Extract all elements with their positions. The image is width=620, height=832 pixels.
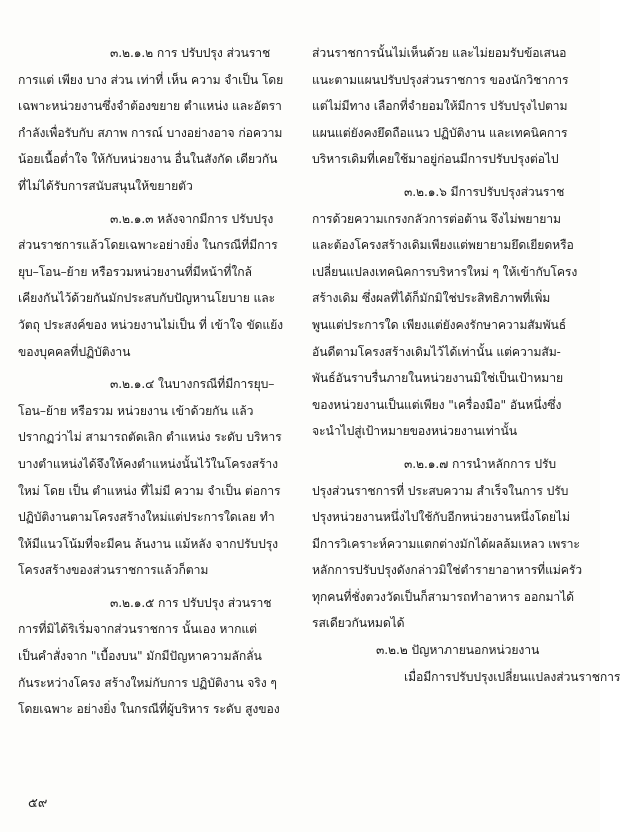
- text-line: โดยเฉพาะ อย่างยิ่ง ในกรณีที่ผู้บริหาร ระดับ สูงของ: [18, 702, 280, 717]
- text-line: มีการวิเคราะห์ความแตกต่างมักได้ผลล้มเหลว เพราะ: [312, 536, 580, 551]
- text-line: โครงสร้างของส่วนราชการแล้วก็ตาม: [18, 563, 209, 578]
- text-line: อันดีตามโครงสร้างเดิมไว้ได้เท่านั้น แต่ความสัม-: [312, 344, 561, 359]
- text-line: แผนแต่ยังคงยึดถือแนว ปฏิบัติงาน และเทคนิคการ: [312, 125, 568, 140]
- text-line: เฉพาะหน่วยงานซึ่งจำต้องขยาย ตำแหน่ง และอัตรา: [18, 99, 282, 114]
- text-line: ส่วนราชการแล้วโดยเฉพาะอย่างยิ่ง ในกรณีที่มีการ: [18, 238, 278, 253]
- text-line: โอน–ย้าย หรือรวม หน่วยงาน เข้าด้วยกัน แล้ว: [18, 403, 254, 418]
- text-line: บริหารเดิมที่เคยใช้มาอยู่ก่อนมีการปรับปรุงต่อไป: [312, 152, 559, 167]
- paragraph-3-2-1-7: [312, 451, 583, 637]
- text-line: เปลี่ยนแปลงเทคนิคการบริหารใหม่ ๆ ให้เข้ากับโครง: [312, 264, 578, 279]
- page-number: ๕๙: [28, 796, 48, 811]
- text-line: ให้มีแนวโน้มที่จะมีคน ล้นงาน แม้หลัง จากปรับปรุง: [18, 536, 279, 551]
- text-line: บางตำแหน่งได้จึงให้คงตำแหน่งนั้นไว้ในโครงสร้าง: [18, 456, 279, 471]
- text-line: เคียงกันไว้ด้วยกันมักประสบกับปัญหานโยบาย และ: [18, 291, 276, 306]
- text-line: จะนำไปสู่เป้าหมายของหน่วยงานเท่านั้น: [312, 424, 517, 439]
- left-column: [18, 40, 286, 723]
- text-line: ๓.๒.๑.๒ การ ปรับปรุง ส่วนราช: [110, 46, 271, 60]
- text-line: สร้างเดิม ซึ่งผลที่ได้ก็มักมิใช่ประสิทธิภาพที่เพิ่ม: [312, 291, 551, 306]
- text-line: ๓.๒.๑.๕ การ ปรับปรุง ส่วนราช: [110, 595, 272, 610]
- section-3-2-2: [312, 637, 620, 690]
- text-line: และต้องโครงสร้างเดิมเพียงแต่พยายามยึดเยียดหรือ: [312, 238, 574, 253]
- section-heading: ๓.๒.๒ ปัญหาภายนอกหน่วยงาน: [376, 643, 540, 658]
- text-line: ใหม่ โดย เป็น ตำแหน่ง ที่ไม่มี ความ จำเป็น ต่อการ: [18, 483, 281, 498]
- text-line: ทุกคนที่ชั่งตวงวัดเป็นก็สามารถทำอาหาร ออกมาได้: [312, 589, 574, 604]
- right-column: [312, 40, 620, 690]
- text-line: น้อยเนื้อต่ำใจ ให้กับหน่วยงาน อื่นในสังกัด เดียวกัน: [18, 152, 278, 167]
- text-line: ปรุงหน่วยงานหนึ่งไปใช้กับอีกหน่วยงานหนึ่งโดยไม่: [312, 510, 570, 525]
- text-line: พูนแต่ประการใด เพียงแต่ยังคงรักษาความสัมพันธ์: [312, 317, 567, 332]
- paragraph-3-2-1-4: [18, 371, 286, 584]
- text-line: ส่วนราชการนั้นไม่เห็นด้วย และไม่ยอมรับข้อเสนอ: [312, 46, 567, 60]
- text-line: กำลังเพื่อรับกับ สภาพ การณ์ บางอย่างอาจ ก่อความ: [18, 125, 283, 140]
- text-line: แต่ไม่มีทาง เลือกที่จำยอมให้มีการ ปรับปรุงไปตาม: [312, 99, 568, 114]
- text-line: เป็นคำสั่งจาก "เบื้องบน" มักมีปัญหาความลักลั่น: [18, 649, 262, 664]
- text-line: กันระหว่างโครง สร้างใหม่กับการ ปฏิบัติงาน จริง ๆ: [18, 675, 277, 690]
- text-line: พันธ์อันราบรื่นภายในหน่วยงานมิใช่เป็นเป้าหมาย: [312, 371, 564, 386]
- text-line: เมื่อมีการปรับปรุงเปลี่ยนแปลงส่วนราชการ: [404, 669, 620, 684]
- text-line: รสเดียวกันหมดได้: [312, 616, 405, 631]
- text-line: วัตถุ ประสงค์ของ หน่วยงานไม่เป็น ที่ เข้าใจ ขัดแย้ง: [18, 317, 284, 332]
- text-line: ปรากฏว่าไม่ สามารถตัดเลิก ตำแหน่ง ระดับ บริหาร: [18, 430, 282, 445]
- paragraph-3-2-1-2: [18, 40, 286, 200]
- text-line: การที่มิได้ริเริ่มจากส่วนราชการ นั้นเอง หากแต่: [18, 622, 257, 637]
- text-line: หลักการปรับปรุงดังกล่าวมิใช่ตำรายาอาหารที่แม่ครัว: [312, 563, 583, 578]
- text-line: ๓.๒.๑.๖ มีการปรับปรุงส่วนราช: [404, 184, 565, 199]
- text-line: ปฏิบัติงานตามโครงสร้างใหม่แต่ประการใดเลย ทำ: [18, 510, 275, 525]
- text-line: ของหน่วยงานเป็นแต่เพียง "เครื่องมือ" อันหนึ่งซึ่ง: [312, 397, 562, 412]
- text-line: ปรุงส่วนราชการที่ ประสบความ สำเร็จในการ ปรับ: [312, 483, 569, 498]
- text-line: ๓.๒.๑.๔ ในบางกรณีที่มีการยุบ–: [110, 377, 275, 392]
- text-line: ๓.๒.๑.๗ การนำหลักการ ปรับ: [404, 456, 557, 471]
- paragraph-3-2-1-3: [18, 206, 286, 366]
- text-line: ของบุคคลที่ปฏิบัติงาน: [18, 344, 131, 359]
- text-line: ที่ไม่ได้รับการสนับสนุนให้ขยายตัว: [18, 178, 193, 193]
- text-line: แนะตามแผนปรับปรุงส่วนราชการ ของนักวิชาการ: [312, 72, 569, 87]
- text-line: ยุบ–โอน–ย้าย หรือรวมหน่วยงานที่มีหน้าที่ใกล้: [18, 264, 252, 279]
- paragraph-3-2-1-6: [312, 179, 580, 445]
- text-line: การแต่ เพียง บาง ส่วน เท่าที่ เห็น ความ จำเป็น โดย: [18, 72, 284, 87]
- text-line: การด้วยความเกรงกลัวการต่อต้าน จึงไม่พยายาม: [312, 211, 561, 226]
- paragraph-continuation: [312, 40, 580, 173]
- paragraph-3-2-1-5: [18, 590, 286, 723]
- text-line: ๓.๒.๑.๓ หลังจากมีการ ปรับปรุง: [110, 211, 274, 226]
